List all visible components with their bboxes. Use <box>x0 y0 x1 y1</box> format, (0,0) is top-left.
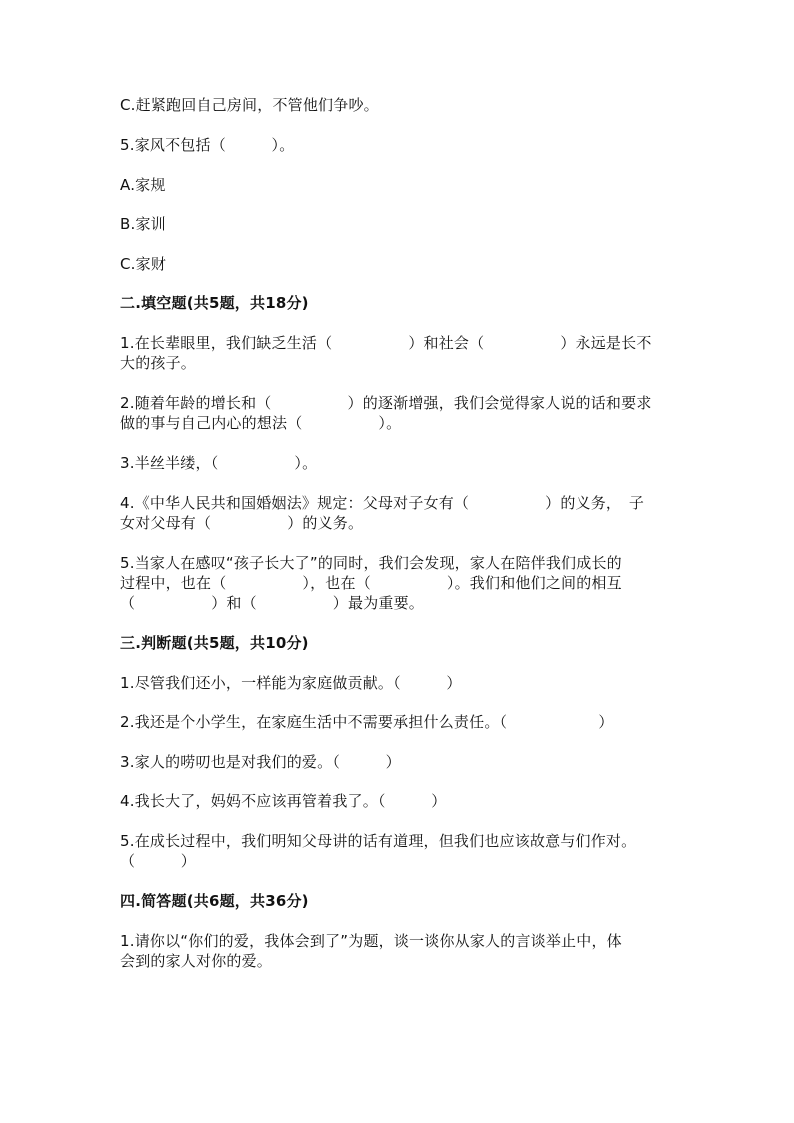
fill-q4-line2: 女对父母有（ ）的义务。 <box>120 514 364 532</box>
question-5-stem: 5.家风不包括（ ）。 <box>120 136 295 154</box>
judge-q1-line1: 1.尽管我们还小，一样能为家庭做贡献。（ ） <box>120 674 462 692</box>
short-q1-line1: 1.请你以“你们的爱，我体会到了”为题，谈一谈你从家人的言谈举止中，体 <box>120 932 622 950</box>
fill-q2-line2: 做的事与自己内心的想法（ ）。 <box>120 414 402 432</box>
judge-q3-line1: 3.家人的唠叨也是对我们的爱。（ ） <box>120 753 401 771</box>
fill-q2-line1: 2.随着年龄的增长和（ ）的逐渐增强，我们会觉得家人说的话和要求 <box>120 394 652 412</box>
fill-q5-line2: 过程中，也在（ ），也在（ ）。我们和他们之间的相互 <box>120 574 622 592</box>
section-4-heading: 四.简答题(共6题，共36分) <box>120 892 309 910</box>
section-2-heading: 二.填空题(共5题，共18分) <box>120 294 309 312</box>
q4-option-c: C.赶紧跑回自己房间，不管他们争吵。 <box>120 96 379 114</box>
judge-q2-line1: 2.我还是个小学生，在家庭生活中不需要承担什么责任。（ ） <box>120 713 614 731</box>
fill-q4-line1: 4.《中华人民共和国婚姻法》规定：父母对子女有（ ）的义务， 子 <box>120 494 645 512</box>
fill-q5-line1: 5.当家人在感叹“孩子长大了”的同时，我们会发现，家人在陪伴我们成长的 <box>120 554 622 572</box>
q5-option-c: C.家财 <box>120 255 167 273</box>
judge-q5-line2: （ ） <box>120 852 197 870</box>
fill-q1-line1: 1.在长辈眼里，我们缺乏生活（ ）和社会（ ）永远是长不 <box>120 334 652 352</box>
q5-option-b: B.家训 <box>120 215 166 233</box>
q5-option-a: A.家规 <box>120 176 166 194</box>
fill-q5-line3: （ ）和（ ）最为重要。 <box>120 594 425 612</box>
judge-q5-line1: 5.在成长过程中，我们明知父母讲的话有道理，但我们也应该故意与们作对。 <box>120 832 637 850</box>
fill-q3-line1: 3.半丝半缕，（ ）。 <box>120 454 318 472</box>
section-3-heading: 三.判断题(共5题，共10分) <box>120 634 309 652</box>
short-q1-line2: 会到的家人对你的爱。 <box>120 952 273 970</box>
judge-q4-line1: 4.我长大了，妈妈不应该再管着我了。（ ） <box>120 792 447 810</box>
fill-q1-line2: 大的孩子。 <box>120 354 197 372</box>
